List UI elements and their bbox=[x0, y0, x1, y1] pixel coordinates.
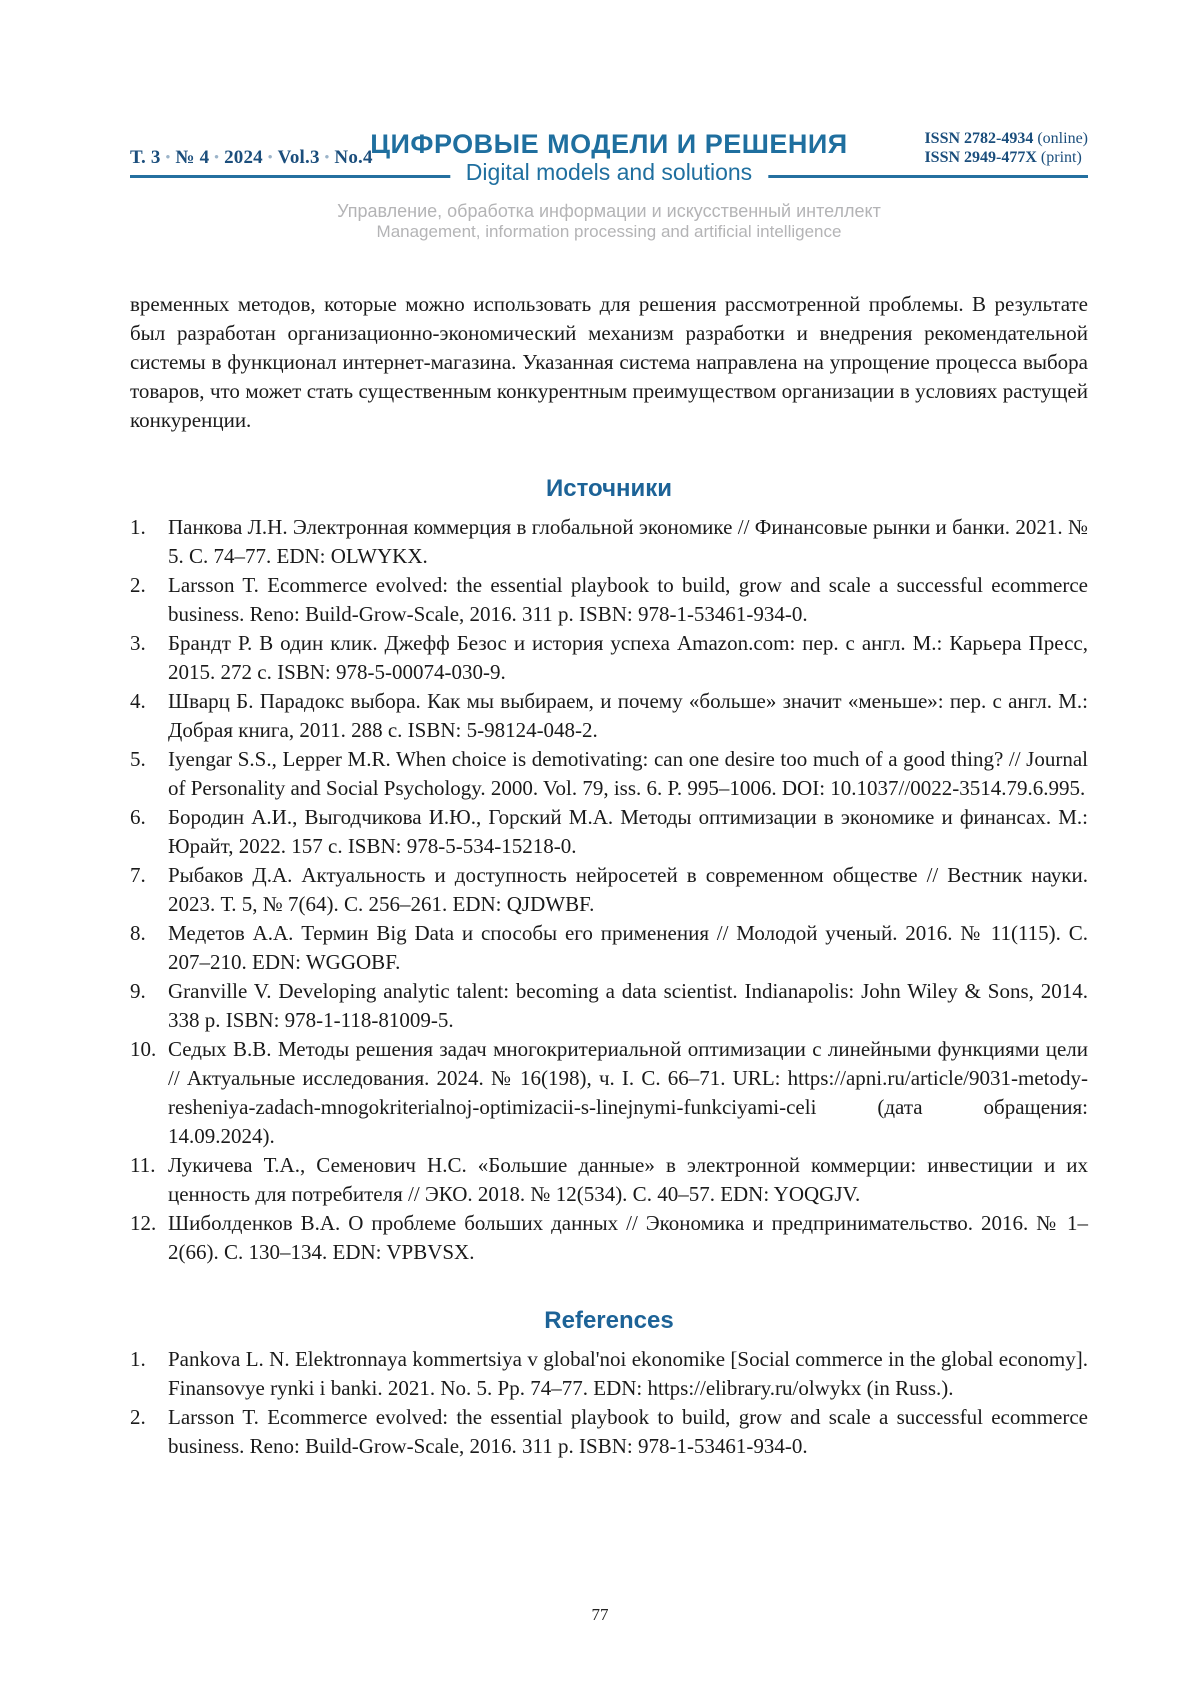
references-list bbox=[130, 1345, 1088, 1461]
issue-number-ru: № 4 bbox=[175, 147, 210, 168]
source-number: 12. bbox=[130, 1211, 157, 1235]
reference-item bbox=[130, 1403, 1088, 1461]
issue-volume-ru: Т. 3 bbox=[130, 147, 161, 168]
source-item bbox=[130, 687, 1088, 745]
source-number: 8. bbox=[130, 921, 146, 945]
issue-info bbox=[130, 147, 373, 169]
source-number: 7. bbox=[130, 863, 146, 887]
source-text: Granville V. Developing analytic talent: becoming a data scientist. Indianapolis: John Wiley & Sons, 2014. 338 p. ISBN: 978-1-118-81009-5. bbox=[168, 979, 1088, 1032]
source-text: Панкова Л.Н. Электронная коммерция в глобальной экономике // Финансовые рынки и банки. 2021. № 5. С. 74–77. EDN: OLWYKX. bbox=[168, 515, 1088, 568]
page-footer bbox=[0, 1605, 1200, 1625]
source-number: 1. bbox=[130, 515, 146, 539]
source-text: Шиболденков В.А. О проблеме больших данных // Экономика и предпринимательство. 2016. № 1–2(66). С. 130–134. EDN: VPBVSX. bbox=[168, 1211, 1088, 1264]
source-item bbox=[130, 513, 1088, 571]
issn-block bbox=[924, 129, 1088, 167]
source-item bbox=[130, 1209, 1088, 1267]
source-item bbox=[130, 629, 1088, 687]
journal-section-label bbox=[130, 201, 1088, 242]
source-item bbox=[130, 571, 1088, 629]
source-item bbox=[130, 745, 1088, 803]
source-text: Брандт Р. В один клик. Джефф Безос и история успеха Amazon.com: пер. с англ. М.: Карьера Пресс, 2015. 272 с. ISBN: 978-5-00074-030-9. bbox=[168, 631, 1088, 684]
article-content bbox=[130, 290, 1088, 1461]
source-text: Рыбаков Д.А. Актуальность и доступность нейросетей в современном обществе // Вестник науки. 2023. Т. 5, № 7(64). С. 256–261. EDN: QJDWBF. bbox=[168, 863, 1088, 916]
issn-online-number: ISSN 2782-4934 bbox=[924, 130, 1034, 147]
source-item bbox=[130, 1035, 1088, 1151]
reference-text: Larsson T. Ecommerce evolved: the essential playbook to build, grow and scale a successful ecommerce business. Reno: Build-Grow-Scale, 2016. 311 p. ISBN: 978-1-53461-934-0. bbox=[168, 1405, 1088, 1458]
references-heading: References bbox=[544, 1307, 674, 1334]
journal-title-ru: ЦИФРОВЫЕ МОДЕЛИ И РЕШЕНИЯ bbox=[370, 129, 848, 159]
source-number: 2. bbox=[130, 573, 146, 597]
source-number: 4. bbox=[130, 689, 146, 713]
source-text: Iyengar S.S., Lepper M.R. When choice is demotivating: can one desire too much of a good thing? // Journal of Personality and Social Psychology. 2000. Vol. 79, iss. 6. P. 995–1006. DOI: 10.1037//0022-3514.79.6.995. bbox=[168, 747, 1088, 800]
source-number: 3. bbox=[130, 631, 146, 655]
issue-volume-en: Vol.3 bbox=[277, 147, 320, 168]
source-text: Larsson T. Ecommerce evolved: the essential playbook to build, grow and scale a successful ecommerce business. Reno: Build-Grow-Scale, 2016. 311 p. ISBN: 978-1-53461-934-0. bbox=[168, 573, 1088, 626]
source-item bbox=[130, 803, 1088, 861]
sources-heading: Источники bbox=[545, 475, 673, 502]
journal-title-block bbox=[370, 129, 847, 189]
source-text: Медетов А.А. Термин Big Data и способы его применения // Молодой ученый. 2016. № 11(115). С. 207–210. EDN: WGGOBF. bbox=[168, 921, 1088, 974]
source-number: 10. bbox=[130, 1037, 157, 1061]
source-item bbox=[130, 1151, 1088, 1209]
source-item bbox=[130, 919, 1088, 977]
section-name-ru: Управление, обработка информации и искусственный интеллект bbox=[337, 201, 881, 221]
reference-item bbox=[130, 1345, 1088, 1403]
issn-print-label: (print) bbox=[1040, 149, 1082, 166]
source-number: 11. bbox=[130, 1153, 156, 1177]
source-text: Лукичева Т.А., Семенович Н.С. «Большие данные» в электронной коммерции: инвестиции и их ценность для потребителя // ЭКО. 2018. № 12(534). С. 40–57. EDN: YOQGJV. bbox=[168, 1153, 1088, 1206]
page-number: 77 bbox=[591, 1605, 609, 1624]
dot-separator: • bbox=[324, 149, 330, 164]
source-text: Бородин А.И., Выгодчикова И.Ю., Горский М.А. Методы оптимизации в экономике и финансах. М.: Юрайт, 2022. 157 с. ISBN: 978-5-534-15218-0. bbox=[168, 805, 1088, 858]
body-paragraph: временных методов, которые можно использовать для решения рассмотренной проблемы. В результате был разработан организационно-экономический механизм разработки и внедрения рекомендательной системы в функционал интернет-магазина. Указанная система направлена на упрощение процесса выбора товаров, что может стать существенным конкурентным преимуществом организации в условиях растущей конкуренции. bbox=[130, 292, 1088, 432]
issn-online-label: (online) bbox=[1037, 130, 1088, 147]
dot-separator: • bbox=[267, 149, 273, 164]
reference-number: 2. bbox=[130, 1405, 146, 1429]
dot-separator: • bbox=[165, 149, 171, 164]
issn-online-line bbox=[924, 129, 1088, 148]
source-number: 9. bbox=[130, 979, 146, 1003]
issue-year: 2024 bbox=[224, 147, 263, 168]
reference-text: Pankova L. N. Elektronnaya kommertsiya v global'noi ekonomike [Social commerce in the global economy]. Finansovye rynki i banki. 2021. No. 5. Pp. 74–77. EDN: https://elibrary.ru/olwykx (in Russ.). bbox=[168, 1347, 1088, 1400]
source-text: Седых В.В. Методы решения задач многокритериальной оптимизации с линейными функциями цели // Актуальные исследования. 2024. № 16(198), ч. I. С. 66–71. URL: https://apni.ru/article/9031-metody-resheniya-zadach-mnogokriterialnoj-optimizacii-s-linejnymi-funkciyami-celi (дата обращения: 14.09.2024). bbox=[168, 1037, 1088, 1148]
source-text: Шварц Б. Парадокс выбора. Как мы выбираем, и почему «больше» значит «меньше»: пер. с англ. М.: Добрая книга, 2011. 288 с. ISBN: 5-98124-048-2. bbox=[168, 689, 1088, 742]
source-item bbox=[130, 977, 1088, 1035]
journal-title-en: Digital models and solutions bbox=[450, 159, 768, 189]
dot-separator: • bbox=[214, 149, 220, 164]
source-item bbox=[130, 861, 1088, 919]
sources-list bbox=[130, 513, 1088, 1267]
source-number: 6. bbox=[130, 805, 146, 829]
page-header bbox=[130, 60, 1088, 185]
section-name-en: Management, information processing and artificial intelligence bbox=[376, 222, 842, 241]
issn-print-number: ISSN 2949-477X bbox=[924, 149, 1037, 166]
issn-print-line bbox=[924, 148, 1088, 167]
source-number: 5. bbox=[130, 747, 146, 771]
issue-number-en: No.4 bbox=[334, 147, 373, 168]
reference-number: 1. bbox=[130, 1347, 146, 1371]
